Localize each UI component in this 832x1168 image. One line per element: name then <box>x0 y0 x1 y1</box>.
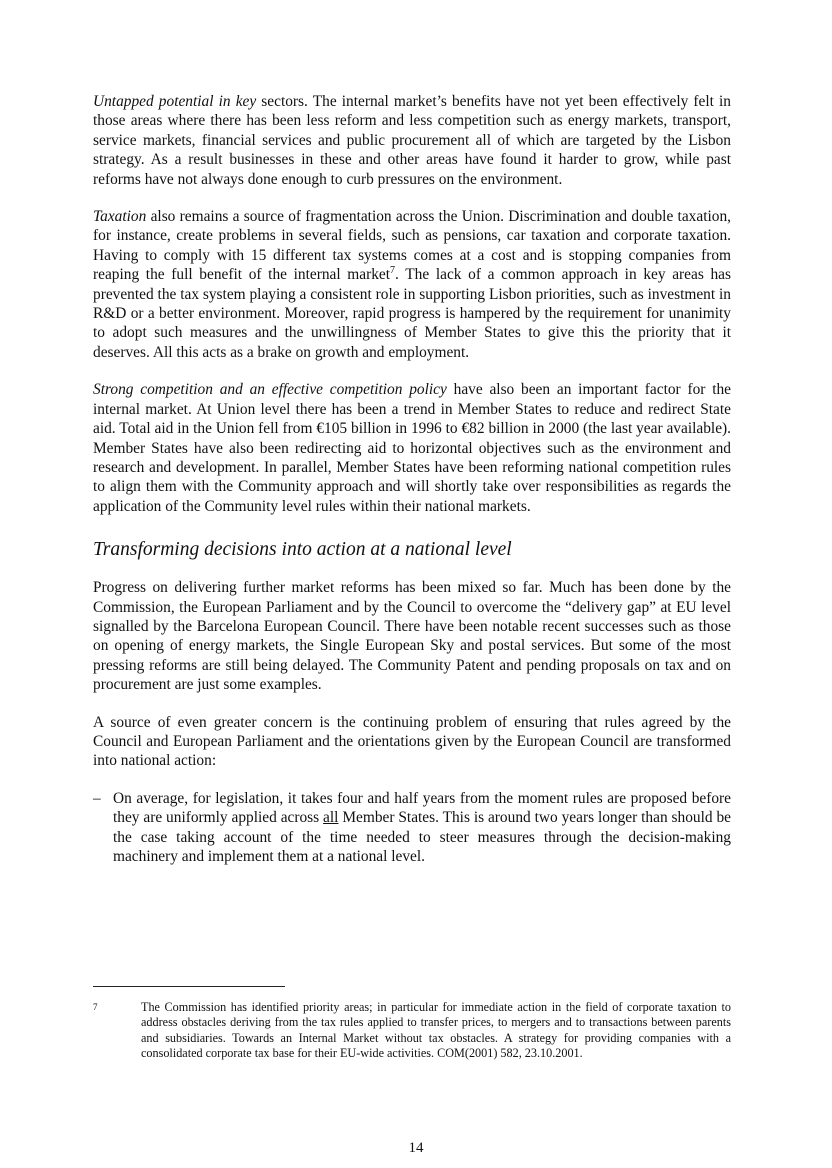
paragraph-competition <box>93 380 731 516</box>
footnote-number: 7 <box>93 1002 98 1012</box>
section-heading: Transforming decisions into action at a national level <box>93 539 512 561</box>
bullet-text: Member States. This is around two years longer than should be the case taking account of the time needed to steer measures through the decision-making machinery and implement them at a national level. <box>113 809 731 865</box>
paragraph-text: sectors. The internal market’s benefits have not yet been effectively felt in those areas where there has been less reform and less competition such as energy markets, transport, service markets, financial services and public procurement all of which are targeted by the Lisbon strategy. As a result businesses in these and other areas have found it harder to grow, while past reforms have not always done enough to curb pressures on the environment. <box>93 93 731 188</box>
paragraph-text: also remains a source of fragmentation across the Union. Discrimination and double taxation, for instance, create problems in several fields, such as pensions, car taxation and corporate taxation. Having to comply with 15 different tax systems comes at a cost and is stopping companies from reaping the full benefit of the internal market <box>93 208 731 284</box>
paragraph-taxation <box>93 207 731 362</box>
bullet-text: On average, for legislation, it takes four and half years from the moment rules are proposed before they are uniformly applied across <box>113 789 731 827</box>
bullet-emphasis: all <box>323 809 339 827</box>
paragraph-text: have also been an important factor for the internal market. At Union level there has been a trend in Member States to reduce and redirect State aid. Total aid in the Union fell from €105 billion in 1996 to €82 billion in 2000 (the last year available). Member States have also been redirecting aid to horizontal objectives such as the environment and research and development. In parallel, Member States have been reforming national competition rules to align them with the Community approach and will shortly take over responsibilities as regards the application of the Community level rules within their national markets. <box>93 381 731 515</box>
paragraph-lead: Taxation <box>93 208 147 226</box>
document-body <box>93 92 731 866</box>
footnote-divider <box>93 986 285 987</box>
paragraph-concern: A source of even greater concern is the continuing problem of ensuring that rules agreed by the Council and European Parliament and the orientations given by the European Council are transformed into national action: <box>93 713 731 770</box>
footnote-reference: 7 <box>390 265 396 277</box>
bullet-dash: – <box>93 789 101 807</box>
page-number: 14 <box>408 1140 424 1156</box>
paragraph-lead: Strong competition and an effective competition policy <box>93 381 447 399</box>
paragraph-text: . The lack of a common approach in key areas has prevented the tax system playing a consistent role in supporting Lisbon priorities, such as investment in R&D or a better environment. Moreover, rapid progress is hampered by the requirement for unanimity to adopt such measures and the unwillingness of Member States to give this the priority that it deserves. All this acts as a brake on growth and employment. <box>93 266 731 361</box>
paragraph-lead: Untapped potential in key <box>93 93 257 110</box>
list-item <box>93 789 731 867</box>
paragraph-progress: Progress on delivering further market reforms has been mixed so far. Much has been done by the Commission, the European Parliament and by the Council to overcome the “delivery gap” at EU level signalled by the Barcelona European Council. There have been notable recent successes such as those on opening of energy markets, the Single European Sky and postal services. But some of the most pressing reforms are still being delayed. The Community Patent and pending proposals on tax and on procurement are just some examples. <box>93 579 731 694</box>
footnote <box>93 1000 731 1062</box>
footnote-text: The Commission has identified priority areas; in particular for immediate action in the field of corporate taxation to address obstacles deriving from the tax rules applied to transfer prices, to mergers and to transactions between parents and subsidiaries. Towards an Internal Market without tax obstacles. A strategy for providing companies with a consolidated corporate tax base for their EU-wide activities. COM(2001) 582, 23.10.2001. <box>141 1000 731 1061</box>
paragraph-untapped-potential <box>93 92 731 189</box>
